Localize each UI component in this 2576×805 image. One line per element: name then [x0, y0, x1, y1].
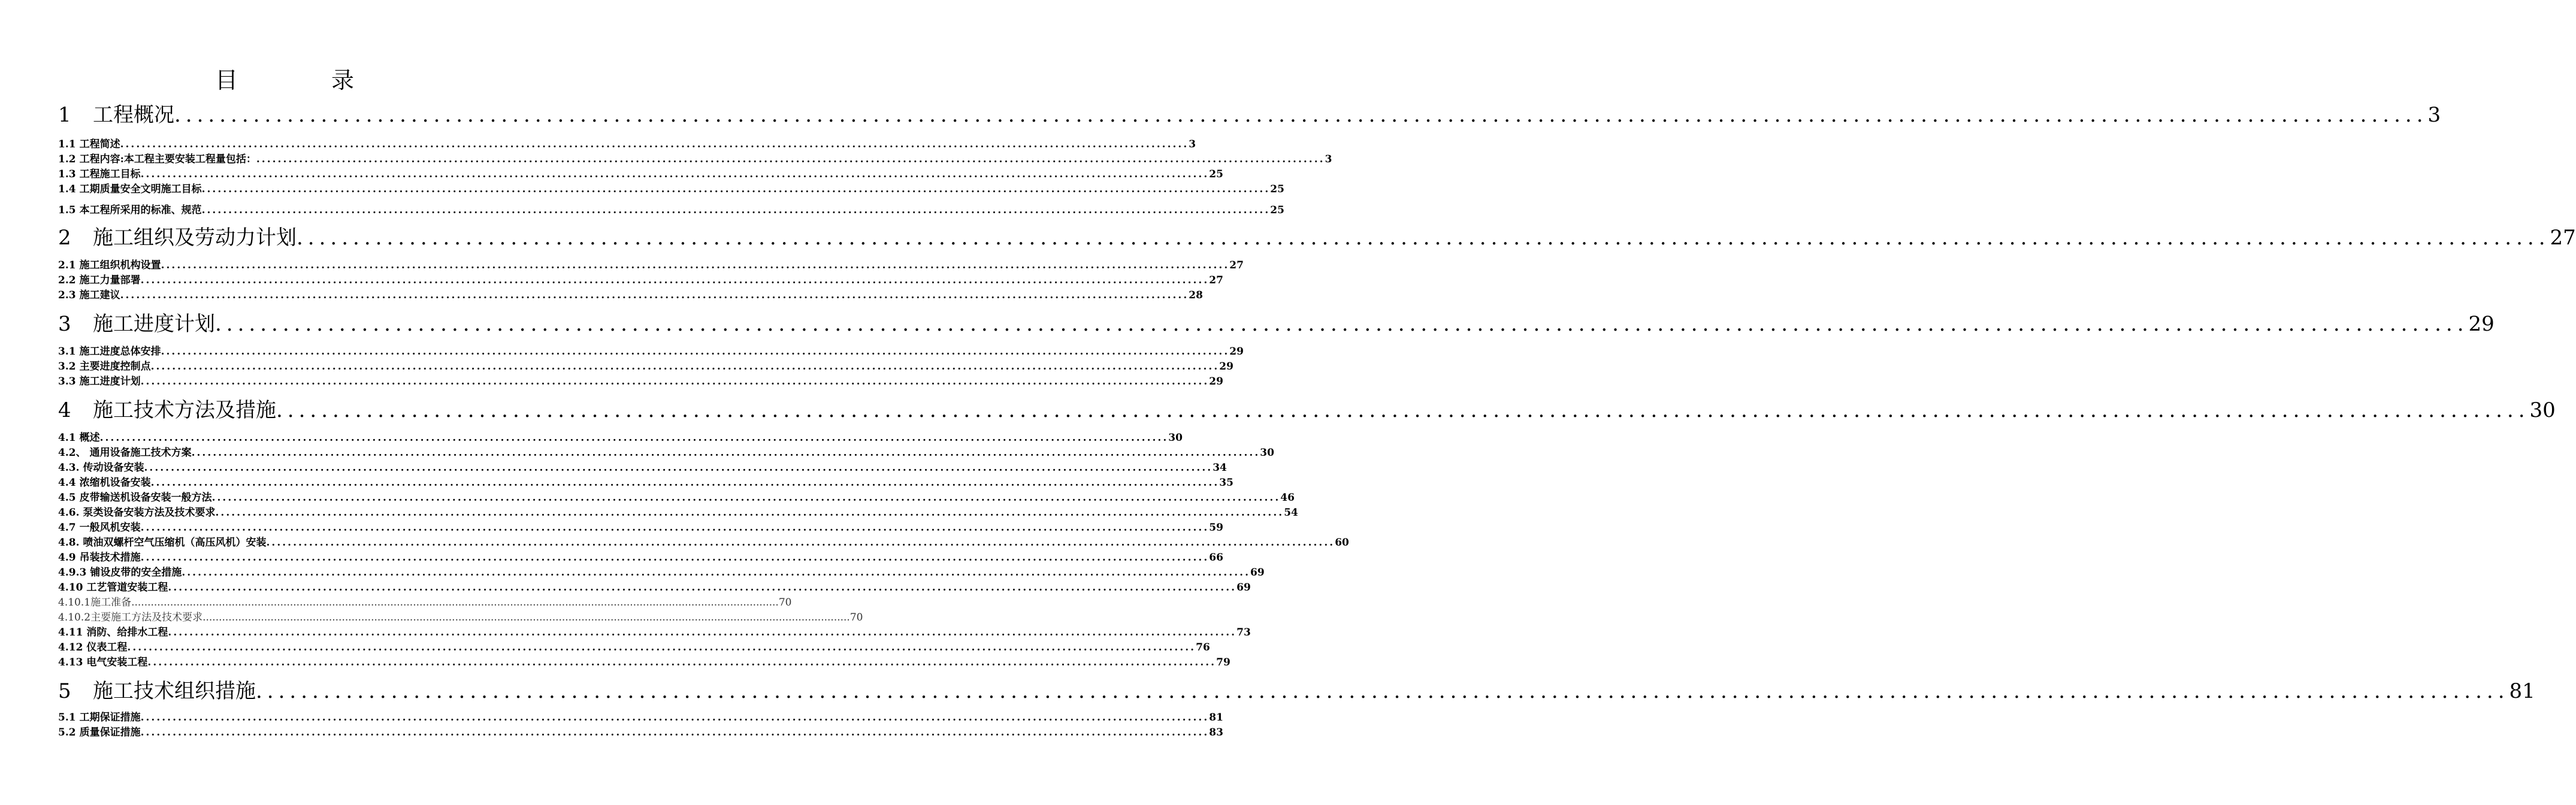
- toc-entry[interactable]: [58, 491, 1295, 504]
- toc-entry-title: 本工程所采用的标准、规范: [79, 204, 202, 216]
- toc-entry-page: 27: [1209, 274, 1223, 286]
- toc-entry-page: 3: [1189, 138, 1196, 150]
- toc-entry-title: 通用设备施工技术方案: [89, 447, 192, 459]
- toc-entry-page: 25: [1270, 183, 1284, 195]
- toc-leader-dots: ........................................................................................................................................................................................................: [256, 153, 1325, 165]
- toc-entry[interactable]: [58, 138, 1196, 151]
- toc-entry-page: 30: [1260, 447, 1274, 459]
- toc-leader-dots: ........................................................................................................................................................................................................: [120, 138, 1189, 150]
- toc-entry-number: 5.2: [58, 727, 76, 739]
- toc-entry-page: 54: [1284, 507, 1298, 519]
- toc-entry-page: 29: [1229, 346, 1244, 358]
- toc-entry[interactable]: [58, 566, 1265, 579]
- toc-entry[interactable]: [58, 476, 1233, 489]
- toc-entry-title: 施工建议: [79, 289, 120, 301]
- toc-entry-page: 46: [1280, 492, 1295, 504]
- toc-leader-dots: ........................................................................................................................................................................................................: [215, 507, 1284, 519]
- toc-entry[interactable]: [58, 641, 1210, 654]
- toc-leader-dots: ........................................................................................................................................................................................................: [174, 103, 2428, 127]
- toc-entry-number: 4.3.: [58, 462, 80, 474]
- toc-entry-title: 质量保证措施: [79, 727, 141, 739]
- toc-entry-title: 浓缩机设备安装: [79, 477, 151, 489]
- toc-entry[interactable]: [58, 312, 2495, 336]
- toc-entry-title: 泵类设备安装方法及技术要求: [83, 507, 216, 519]
- toc-entry-title: 施工进度总体安排: [79, 346, 161, 358]
- toc-entry[interactable]: [58, 521, 1223, 534]
- toc-entry-number: 1.3: [58, 168, 76, 180]
- toc-entry[interactable]: [58, 679, 2535, 703]
- toc-entry-page: 35: [1219, 477, 1233, 489]
- toc-entry-title: 施工力量部署: [79, 274, 141, 286]
- toc-entry-number: 4.10.2: [58, 612, 91, 624]
- toc-entry[interactable]: [58, 611, 863, 624]
- toc-entry-number: 2: [58, 226, 71, 250]
- toc-leader-dots: ........................................................................................................................................................................................................: [215, 312, 2469, 336]
- toc-entry-number: 4.10.1: [58, 597, 91, 609]
- toc-entry-title: 施工组织机构设置: [79, 259, 161, 271]
- toc-entry-page: 29: [1219, 361, 1233, 373]
- toc-entry[interactable]: [58, 183, 1284, 196]
- toc-entry[interactable]: [58, 153, 1332, 166]
- toc-entry[interactable]: [58, 446, 1274, 459]
- toc-entry[interactable]: [58, 103, 2441, 127]
- toc-leader-dots: ........................................................................................................................................................................................................: [168, 627, 1237, 638]
- toc-leader-dots: ........................................................................................................................................................................................................: [99, 432, 1169, 444]
- toc-entry-page: 76: [1196, 641, 1210, 653]
- toc-entry[interactable]: [58, 581, 1251, 594]
- toc-entry-title: 皮带输送机设备安装一般方法: [79, 492, 212, 504]
- toc-entry-number: 1.4: [58, 183, 76, 195]
- toc-entry-title: 工程内容:本工程主要安装工程量包括：: [79, 153, 256, 165]
- toc-entry-page: 81: [1209, 712, 1223, 724]
- toc-entry-number: 4.8.: [58, 537, 80, 549]
- toc-leader-dots: ........................................................................................................................................................................................................: [211, 492, 1281, 504]
- toc-leader-dots: ........................................................................................................................................................................................................: [182, 567, 1251, 579]
- toc-entry-title: 施工组织及劳动力计划: [93, 226, 297, 250]
- toc-entry-title: 铺设皮带的安全措施: [90, 567, 182, 579]
- toc-leader-dots: ........................................................................................................................................................................................................: [140, 376, 1210, 388]
- toc-entry[interactable]: [58, 711, 1223, 724]
- toc-leader-dots: ........................................................................................................................................................................................................: [131, 597, 779, 609]
- toc-leader-dots: ........................................................................................................................................................................................................: [144, 462, 1213, 474]
- toc-entry-number: 4.4: [58, 477, 76, 489]
- toc-leader-dots: ........................................................................................................................................................................................................: [266, 537, 1335, 549]
- toc-entry-number: 3: [58, 312, 71, 336]
- toc-entry-title: 工期保证措施: [79, 712, 141, 724]
- toc-leader-dots: ........................................................................................................................................................................................................: [276, 398, 2530, 422]
- toc-entry-page: 29: [2468, 312, 2495, 336]
- toc-entry-title: 工程施工目标: [79, 168, 141, 180]
- toc-entry[interactable]: [58, 259, 1244, 272]
- toc-entry-number: 4.6.: [58, 507, 80, 519]
- toc-entry-number: 3.2: [58, 361, 76, 373]
- toc-entry-number: 4: [58, 398, 71, 422]
- toc-entry-number: 4.9.3: [58, 567, 87, 579]
- toc-leader-dots: ........................................................................................................................................................................................................: [140, 522, 1210, 534]
- toc-entry[interactable]: [58, 461, 1227, 474]
- toc-leader-dots: ........................................................................................................................................................................................................: [140, 274, 1210, 286]
- toc-leader-dots: ........................................................................................................................................................................................................: [140, 712, 1210, 724]
- toc-entry-page: 34: [1213, 462, 1227, 474]
- toc-entry-title: 施工技术方法及措施: [93, 398, 276, 422]
- toc-entry-page: 69: [1250, 567, 1265, 579]
- toc-entry-page: 81: [2509, 679, 2535, 703]
- toc-entry[interactable]: [58, 506, 1298, 519]
- toc-entry-page: 25: [1209, 168, 1223, 180]
- toc-entry[interactable]: [58, 536, 1349, 549]
- toc-entry-page: 73: [1236, 627, 1251, 638]
- toc-entry[interactable]: [58, 204, 1284, 217]
- toc-entry-page: 27: [1229, 259, 1244, 271]
- toc-entry[interactable]: [58, 226, 2576, 250]
- toc-entry-number: 4.12: [58, 641, 83, 653]
- toc-entry-page: 66: [1209, 552, 1223, 564]
- toc-entry-page: 30: [1168, 432, 1183, 444]
- toc-entry-number: 4.11: [58, 627, 83, 638]
- toc-entry-title: 仪表工程: [86, 641, 128, 653]
- toc-entry-page: 25: [1270, 204, 1284, 216]
- toc-entry-title: 施工技术组织措施: [93, 679, 256, 703]
- toc-entry-page: 28: [1189, 289, 1203, 301]
- toc-entry[interactable]: [58, 398, 2556, 422]
- toc-entry-title: 施工进度计划: [93, 312, 215, 336]
- toc-entry[interactable]: [58, 551, 1223, 564]
- toc-entry[interactable]: [58, 626, 1251, 639]
- toc-entry[interactable]: [58, 375, 1223, 388]
- toc-leader-dots: ........................................................................................................................................................................................................: [202, 612, 850, 624]
- toc-entry[interactable]: [58, 289, 1203, 302]
- toc-entry-page: 70: [849, 612, 863, 624]
- toc-entry[interactable]: [58, 726, 1223, 739]
- toc-entry-title: 主要进度控制点: [79, 361, 151, 373]
- toc-entry-number: 3.1: [58, 346, 76, 358]
- toc-entry[interactable]: [58, 656, 1230, 669]
- toc-entry[interactable]: [58, 274, 1223, 287]
- toc-leader-dots: ........................................................................................................................................................................................................: [161, 346, 1230, 358]
- toc-entry-title: 工程简述: [79, 138, 120, 150]
- toc-entry-title: 施工准备: [90, 597, 132, 609]
- toc-entry-title: 消防、给排水工程: [86, 627, 168, 638]
- toc-entry[interactable]: [58, 431, 1183, 444]
- toc-entry-title: 电气安装工程: [86, 656, 148, 668]
- toc-entry-number: 4.9: [58, 552, 76, 564]
- toc-entry-page: 70: [778, 597, 792, 609]
- toc-entry-number: 4.1: [58, 432, 76, 444]
- toc-leader-dots: ........................................................................................................................................................................................................: [161, 259, 1230, 271]
- toc-entry-page: 29: [1209, 376, 1223, 388]
- toc-entry-page: 27: [2550, 226, 2576, 250]
- toc-entry-number: 1.1: [58, 138, 76, 150]
- toc-leader-dots: ........................................................................................................................................................................................................: [127, 641, 1196, 653]
- toc-leader-dots: ........................................................................................................................................................................................................: [140, 727, 1210, 739]
- toc-leader-dots: ........................................................................................................................................................................................................: [201, 183, 1271, 195]
- toc-leader-dots: ........................................................................................................................................................................................................: [150, 361, 1220, 373]
- toc-entry-number: 1.2: [58, 153, 76, 165]
- toc-leader-dots: ........................................................................................................................................................................................................: [140, 168, 1210, 180]
- toc-entry-title: 工程概况: [93, 103, 174, 127]
- toc-entry-title: 工艺管道安装工程: [86, 582, 168, 594]
- toc-entry[interactable]: [58, 596, 792, 609]
- toc-entry-number: 4.5: [58, 492, 76, 504]
- toc-entry-title: 一般风机安装: [79, 522, 141, 534]
- toc-entry-page: 83: [1209, 727, 1223, 739]
- toc-entry-title: 工期质量安全文明施工目标: [79, 183, 202, 195]
- toc-entry-number: 4.2、: [58, 447, 86, 459]
- toc-entry-number: 1: [58, 103, 71, 127]
- toc-entry-page: 59: [1209, 522, 1223, 534]
- toc-entry[interactable]: [58, 345, 1244, 358]
- toc-entry-number: 2.2: [58, 274, 76, 286]
- toc-leader-dots: ........................................................................................................................................................................................................: [256, 679, 2510, 703]
- toc-entry-page: 3: [1325, 153, 1332, 165]
- toc-entry[interactable]: [58, 168, 1223, 181]
- toc-entry-number: 2.3: [58, 289, 76, 301]
- toc-entry-page: 30: [2529, 398, 2556, 422]
- toc-leader-dots: ........................................................................................................................................................................................................: [150, 477, 1220, 489]
- toc-leader-dots: ........................................................................................................................................................................................................: [168, 582, 1237, 594]
- toc-leader-dots: ........................................................................................................................................................................................................: [140, 552, 1210, 564]
- toc-entry-title: 主要施工方法及技术要求: [90, 612, 203, 624]
- toc-entry-number: 5: [58, 679, 71, 703]
- toc-entry-number: 4.10: [58, 582, 83, 594]
- toc-entry-number: 2.1: [58, 259, 76, 271]
- toc-entry-number: 4.13: [58, 656, 83, 668]
- toc-entry-title: 传动设备安装: [83, 462, 144, 474]
- toc-leader-dots: ........................................................................................................................................................................................................: [201, 204, 1271, 216]
- toc-entry-page: 69: [1236, 582, 1251, 594]
- toc-entry-page: 60: [1335, 537, 1349, 549]
- toc-entry-title: 概述: [79, 432, 100, 444]
- toc-entry-title: 吊装技术措施: [79, 552, 141, 564]
- toc-entry-number: 4.7: [58, 522, 76, 534]
- toc-leader-dots: ........................................................................................................................................................................................................: [297, 226, 2550, 250]
- toc-title: 目 录: [214, 67, 398, 93]
- toc-entry-number: 3.3: [58, 376, 76, 388]
- toc-entry-title: 施工进度计划: [79, 376, 141, 388]
- toc-leader-dots: ........................................................................................................................................................................................................: [147, 656, 1217, 668]
- toc-entry-title: 喷油双螺杆空气压缩机（高压风机）安装: [83, 537, 267, 549]
- toc-entry[interactable]: [58, 360, 1233, 373]
- toc-entry-number: 5.1: [58, 712, 76, 724]
- toc-leader-dots: ........................................................................................................................................................................................................: [191, 447, 1260, 459]
- toc-entry-page: 3: [2427, 103, 2441, 127]
- toc-entry-number: 1.5: [58, 204, 76, 216]
- toc-entry-page: 79: [1216, 656, 1230, 668]
- toc-leader-dots: ........................................................................................................................................................................................................: [120, 289, 1189, 301]
